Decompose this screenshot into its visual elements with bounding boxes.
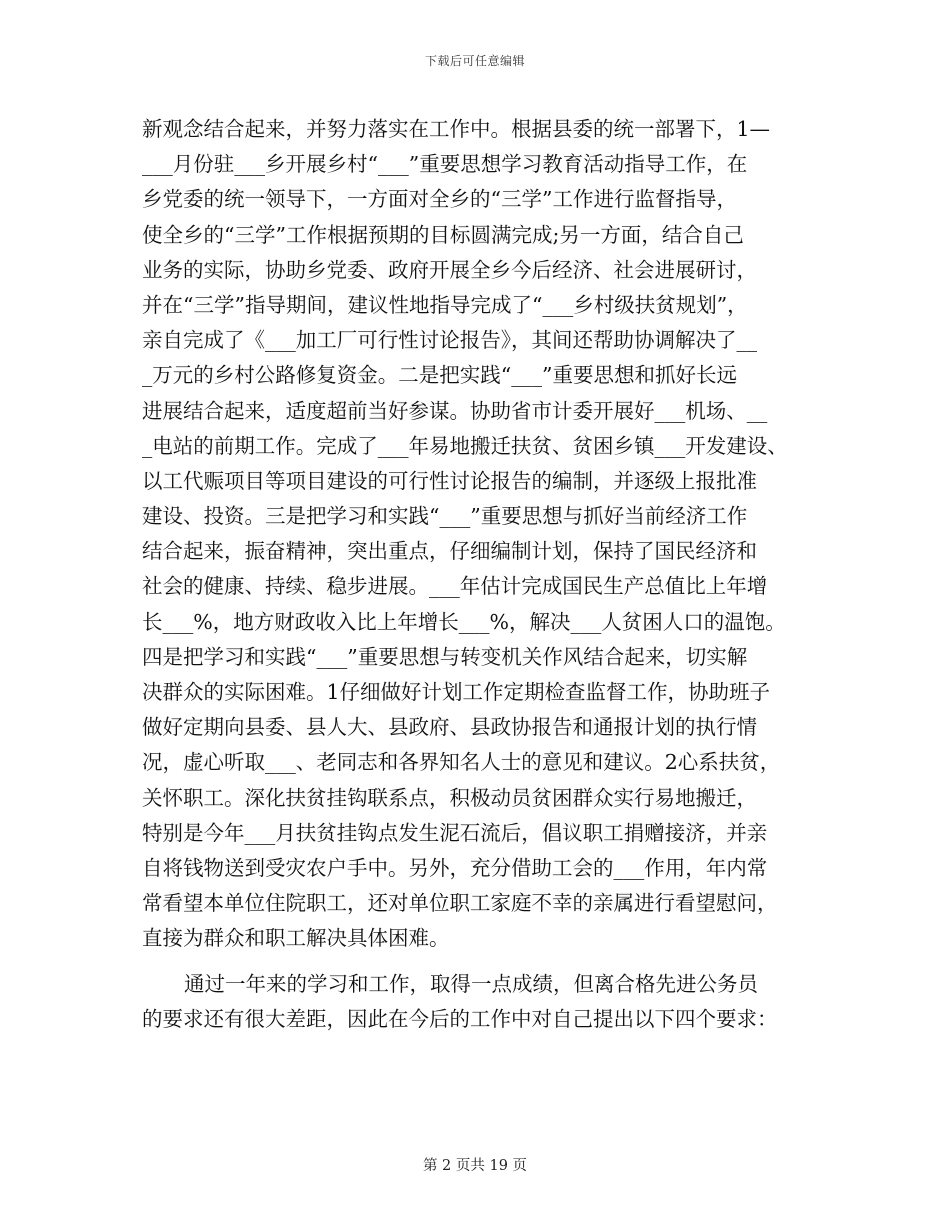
text-line: 做好定期向县委、县人大、县政府、县政协报告和通报计划的执行情 [142,715,757,740]
text-line: 况，虚心听取___、老同志和各界知名人士的意见和建议。2心系扶贫， [142,750,781,775]
text-line: 业务的实际，协助乡党委、政府开展全乡今后经济、社会进展研讨， [142,257,757,282]
text-line: 建设、投资。三是把学习和实践“___”重要思想与抓好当前经济工作 [142,504,748,529]
text-line: 直接为群众和职工解决具体困难。 [142,926,450,951]
text-line: _电站的前期工作。完成了___年易地搬迁扶贫、贫困乡镇___开发建设、 [142,433,788,458]
text-line: _万元的乡村公路修复资金。二是把实践“___”重要思想和抓好长远 [142,363,737,388]
text-line: 结合起来，振奋精神，突出重点，仔细编制计划，保持了国民经济和 [142,539,757,564]
text-line: 特别是今年___月扶贫挂钩点发生泥石流后，倡议职工捐赠接济，并亲 [142,820,768,845]
document-body [142,112,822,1037]
paragraph-first-line: 通过一年来的学习和工作，取得一点成绩，但离合格先进公务员 [184,971,758,996]
page-number: 第 2 页共 19 页 [422,1158,528,1174]
text-line: 的要求还有很大差距，因此在今后的工作中对自己提出以下四个要求： [142,1006,778,1031]
text-line: 新观念结合起来，并努力落实在工作中。根据县委的统一部署下，1— [142,117,771,141]
text-line: 自将钱物送到受灾农户手中。另外，充分借助工会的___作用，年内常 [142,855,768,880]
page-header: 下载后可任意编辑 [424,54,525,68]
text-line: 以工代赈项目等项目建设的可行性讨论报告的编制，并逐级上报批准 [142,468,757,493]
text-line: 决群众的实际困难。1仔细做好计划工作定期检查监督工作，协助班子 [142,680,771,704]
text-line: 四是把学习和实践“___”重要思想与转变机关作风结合起来，切实解 [142,644,748,669]
text-line: 长___%，地方财政收入比上年增长___%，解决___人贫困人口的温饱。 [142,609,786,634]
text-line: 常看望本单位住院职工，还对单位职工家庭不幸的亲属进行看望慰问， [142,891,778,916]
text-line: 进展结合起来，适度超前当好参谋。协助省市计委开展好___机场、__ [142,398,768,423]
text-line: 社会的健康、持续、稳步进展。___年估计完成国民生产总值比上年增 [142,574,768,599]
text-line: 并在“三学”指导期间，建议性地指导完成了“___乡村级扶贫规划”， [142,292,748,317]
text-line: 亲自完成了《___加工厂可行性讨论报告》，其间还帮助协调解决了__ [142,328,757,353]
text-line: 使全乡的“三学”工作根据预期的目标圆满完成;另一方面，结合自己 [142,222,744,247]
text-line: 乡党委的统一领导下，一方面对全乡的“三学”工作进行监督指导， [142,187,737,212]
text-line: 关怀职工。深化扶贫挂钩联系点，积极动员贫困群众实行易地搬迁， [142,785,757,810]
text-line: ___月份驻___乡开展乡村“___”重要思想学习教育活动指导工作，在 [142,152,748,177]
